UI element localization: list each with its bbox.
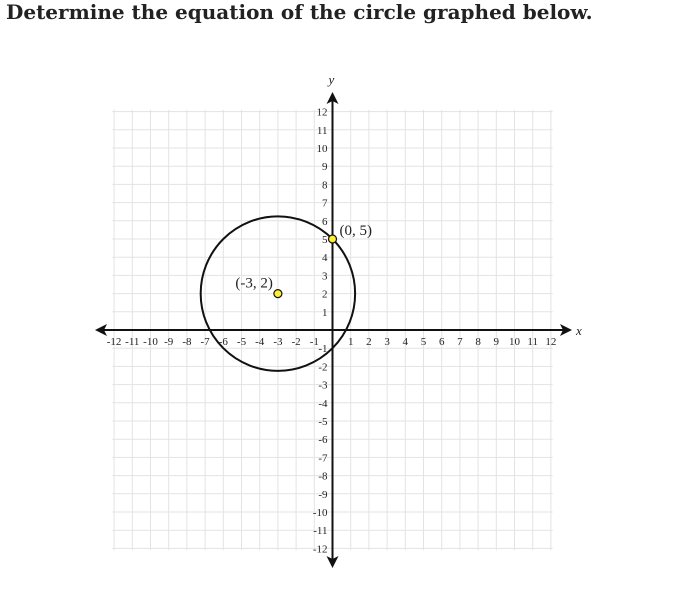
y-tick-label: 11 — [316, 124, 328, 137]
y-tick-label: -12 — [312, 543, 328, 556]
y-tick-label: -3 — [318, 379, 328, 392]
x-tick-label: 12 — [545, 336, 557, 348]
y-tick-label: -6 — [318, 434, 328, 447]
x-tick-label: -7 — [200, 336, 210, 348]
x-tick-label: -4 — [255, 336, 265, 348]
x-tick-label: 10 — [509, 336, 520, 348]
y-tick-label: -1 — [318, 343, 328, 356]
x-tick-label: 2 — [366, 336, 372, 348]
x-tick-label: 1 — [347, 336, 354, 348]
x-tick-label: -1 — [309, 336, 319, 348]
circle-point-label: (0, 5) — [339, 223, 372, 239]
y-tick-label: -11 — [313, 525, 328, 538]
x-tick-label: 3 — [384, 336, 390, 348]
y-tick-label: 8 — [322, 179, 328, 192]
x-tick-label: -8 — [182, 336, 192, 348]
y-tick-label: 12 — [316, 106, 328, 119]
y-tick-label: 3 — [322, 270, 328, 283]
x-tick-label: -3 — [273, 336, 283, 348]
x-tick-label: -12 — [106, 336, 122, 348]
y-tick-label: -7 — [318, 452, 328, 465]
x-tick-label: 8 — [475, 336, 481, 348]
y-tick-label: 4 — [322, 252, 328, 265]
y-axis-label: y — [328, 72, 335, 87]
x-tick-label: -11 — [125, 336, 140, 348]
circle-point — [329, 235, 337, 243]
x-tick-label: -9 — [164, 336, 174, 348]
x-tick-label: 6 — [438, 336, 445, 348]
x-tick-label: 9 — [493, 336, 500, 348]
y-tick-label: 10 — [316, 143, 328, 155]
x-tick-label: -6 — [218, 336, 228, 348]
y-tick-label: 6 — [322, 215, 328, 228]
x-tick-label: -10 — [143, 336, 158, 348]
x-axis-label: x — [576, 323, 582, 338]
center-point-label: (-3, 2) — [235, 275, 273, 292]
x-tick-label: 7 — [457, 336, 463, 348]
y-tick-label: 5 — [322, 234, 328, 246]
y-tick-label: -4 — [318, 397, 328, 410]
y-tick-label: -5 — [318, 416, 328, 428]
x-tick-label: 11 — [527, 336, 538, 348]
points — [235, 223, 372, 298]
y-tick-label: -10 — [312, 507, 328, 519]
x-tick-label: -5 — [236, 336, 247, 348]
y-tick-label: 2 — [322, 288, 328, 301]
y-tick-label: 1 — [322, 306, 328, 319]
question-text: Determine the equation of the circle graphed below. — [6, 0, 593, 24]
y-tick-label: -8 — [318, 470, 328, 483]
center-point — [274, 290, 282, 298]
y-tick-label: 7 — [322, 197, 328, 210]
y-tick-label: -9 — [318, 488, 328, 501]
x-tick-label: 4 — [402, 336, 409, 348]
y-tick-label: -2 — [318, 361, 328, 374]
x-tick-label: 5 — [420, 336, 427, 348]
y-tick-label: 9 — [322, 161, 328, 174]
x-tick-label: -2 — [291, 336, 301, 348]
